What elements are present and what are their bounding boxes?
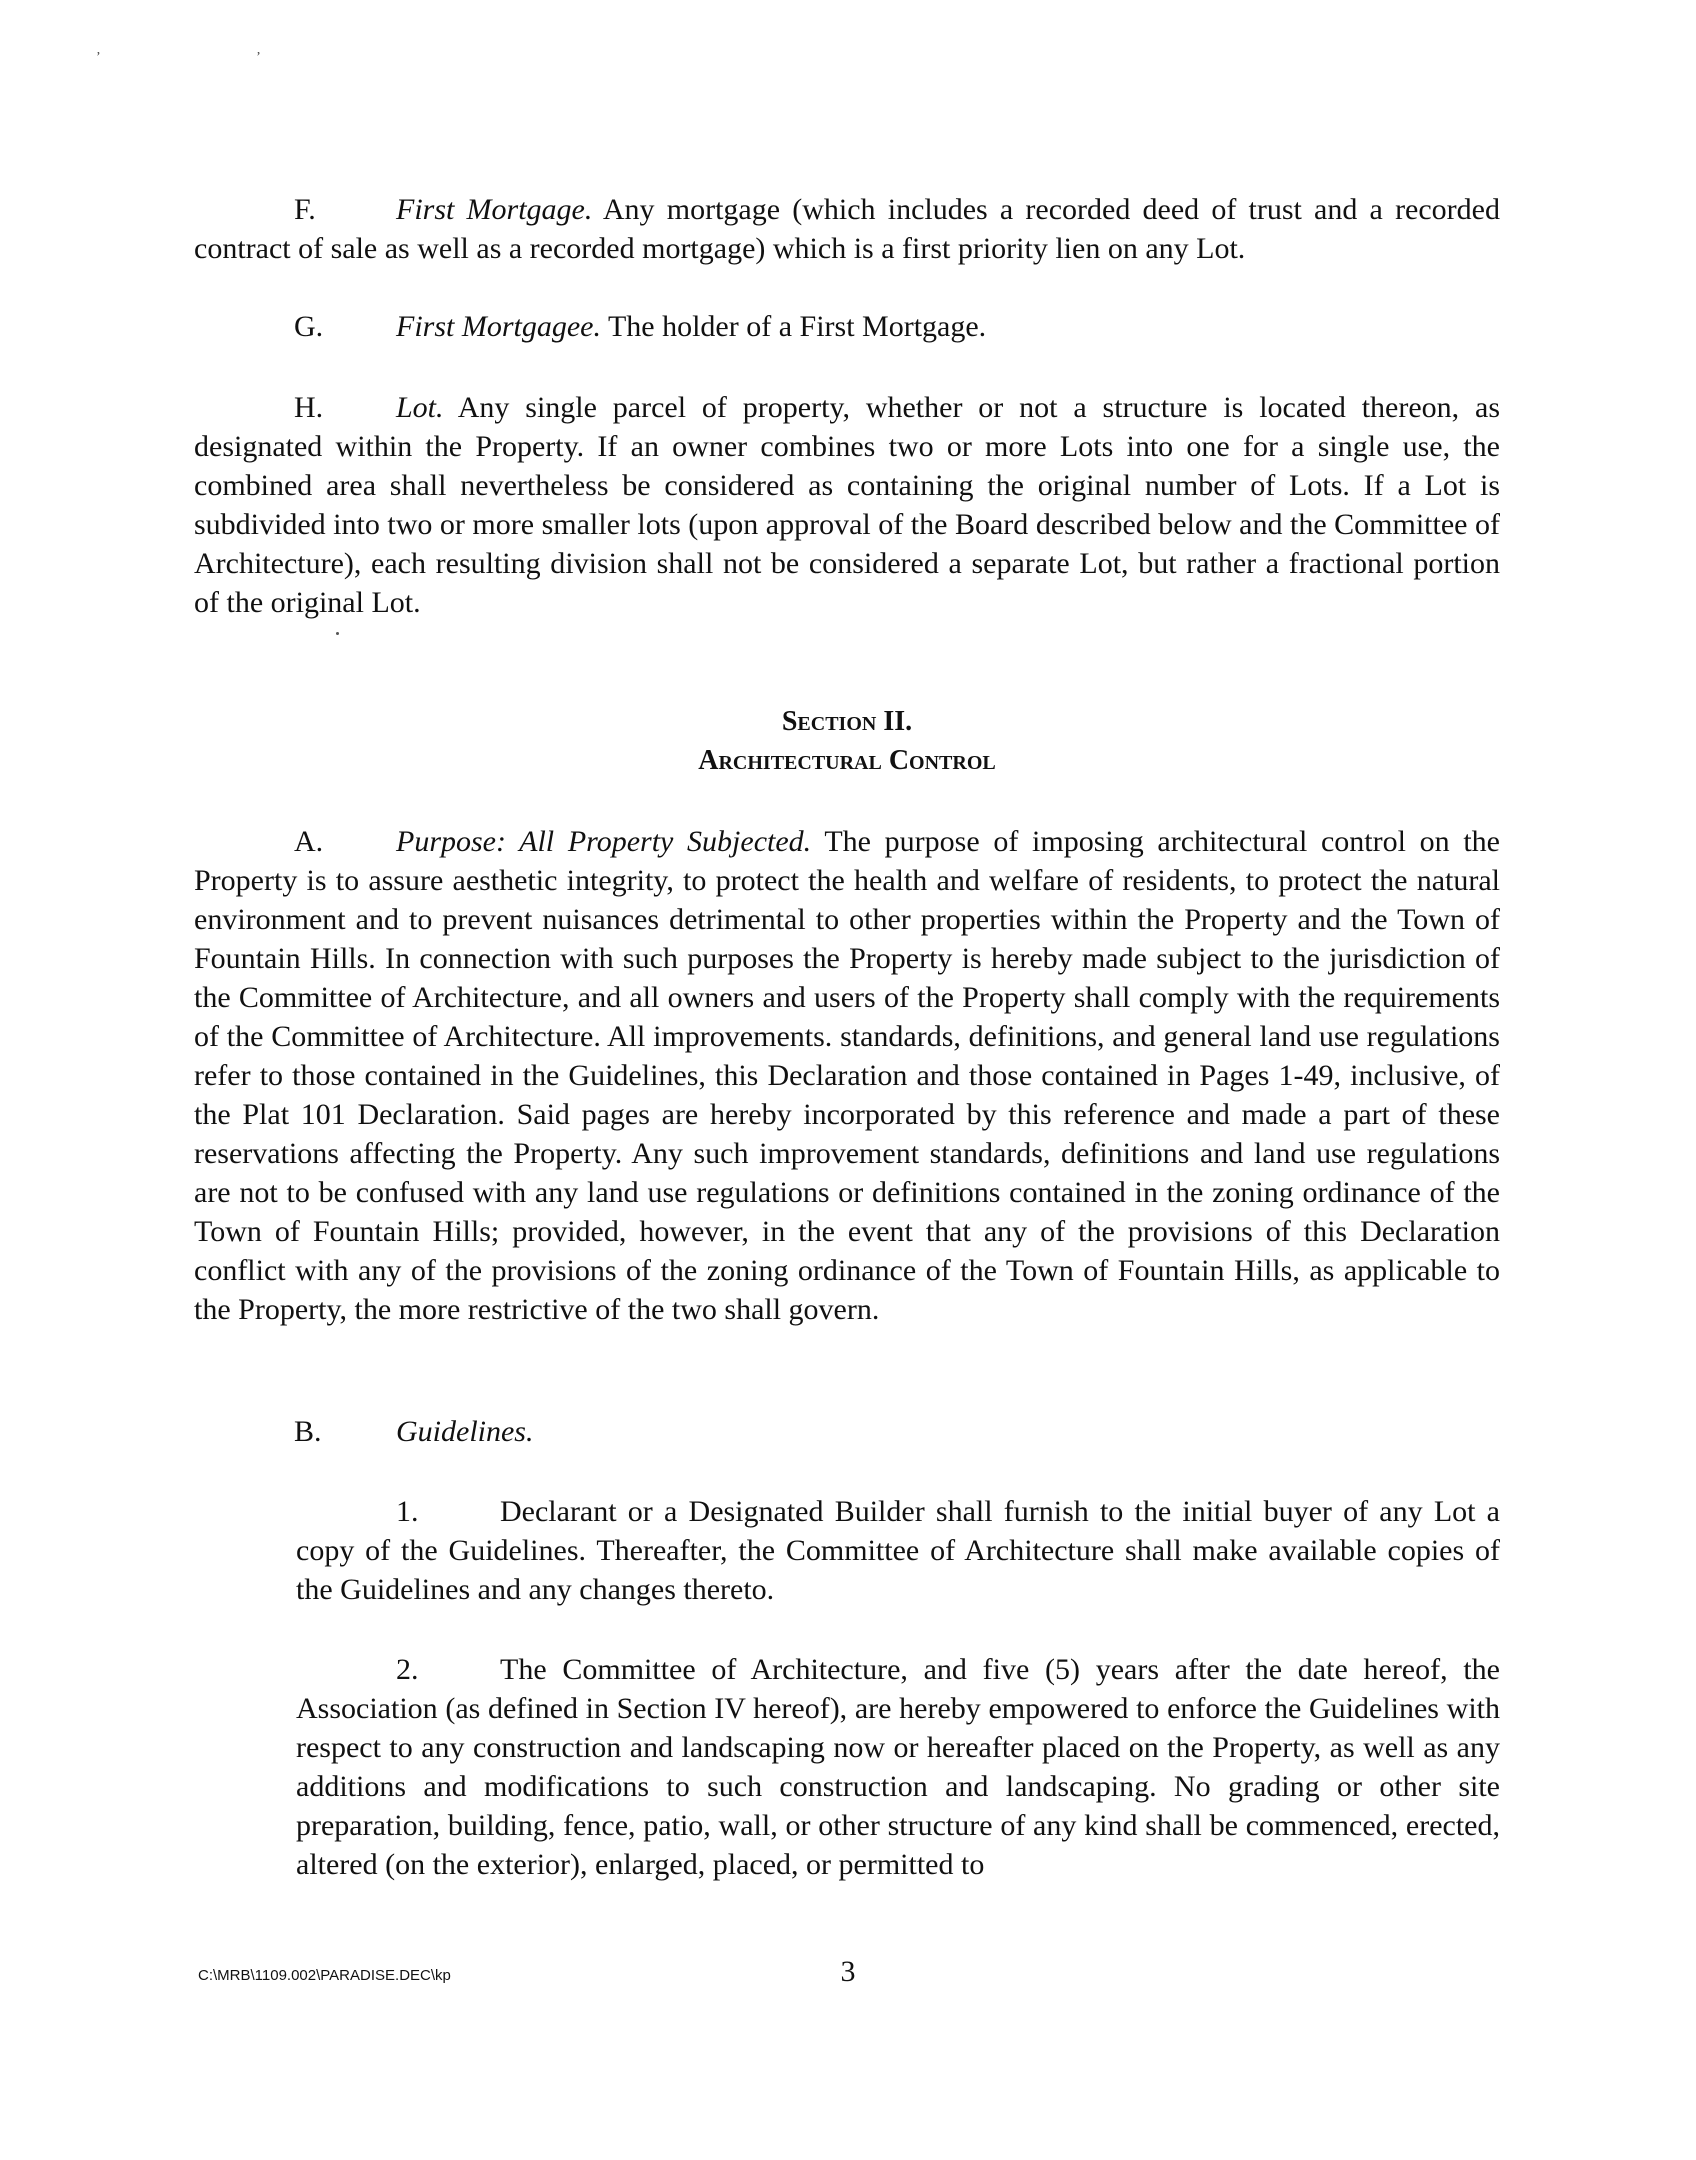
section-number: Section II. (781, 706, 913, 737)
subparagraph-text: The Committee of Architecture, and five (5) years after the date hereof, the Association (as defined in Section IV hereof), are hereby empowered to enforce the Guidelines with respect to any construction and landscaping now or hereafter placed on the Property, as well as any additions and modifications to such construction and landscaping. No grading or other site preparation, building, fence, patio, wall, or other structure of any kind shall be commenced, erected, altered (on the exterior), enlarged, placed, or permitted to (296, 1653, 1500, 1881)
subparagraph-b2 (296, 1650, 1500, 1884)
footer-file-path: C:\MRB\1109.002\PARADISE.DEC\kp (198, 1967, 451, 1984)
page-number: 3 (840, 1955, 856, 1988)
definition-term: First Mortgagee. (396, 310, 601, 343)
definition-label: H. (294, 391, 324, 424)
paragraph-text: The purpose of imposing architectural control on the Property is to assure aesthetic integrity, to protect the health and welfare of residents, to protect the natural environment and to prevent nuisances detrimental to other properties within the Property and the Town of Fountain Hills. In connection with such purposes the Property is hereby made subject to the jurisdiction of the Committee of Architecture, and all owners and users of the Property shall comply with the requirements of the Committee of Architecture. All improvements. standards, definitions, and general land use regulations refer to those contained in the Guidelines, this Declaration and those contained in Pages 1-49, inclusive, of the Plat 101 Declaration. Said pages are hereby incorporated by this reference and made a part of these reservations affecting the Property. Any such improvement standards, definitions and land use regulations are not to be confused with any land use regulations or definitions contained in the zoning ordinance of the Town of Fountain Hills; provided, however, in the event that any of the provisions of this Declaration conflict with any of the provisions of the zoning ordinance of the Town of Fountain Hills, as applicable to the Property, the more restrictive of the two shall govern. (194, 825, 1501, 1326)
definition-f (194, 190, 1500, 268)
paragraph-term: Purpose: All Property Subjected. (396, 825, 812, 858)
section-title: Architectural Control (698, 745, 996, 776)
paragraph-a-purpose (194, 822, 1500, 1329)
definition-label: F. (294, 193, 316, 226)
scan-marks: ʼ ʼ (96, 50, 337, 65)
definition-term: First Mortgage. (396, 193, 593, 226)
definition-term: Lot. (396, 391, 444, 424)
paragraph-label: B. (294, 1415, 322, 1448)
definition-text: Any mortgage (which includes a recorded deed of trust and a recorded contract of sale as well as a recorded mortgage) which is a first priority lien on any Lot. (194, 193, 1500, 265)
subparagraph-b1 (296, 1492, 1500, 1609)
definition-label: G. (294, 310, 324, 343)
paragraph-label: A. (294, 825, 324, 858)
subparagraph-text: Declarant or a Designated Builder shall furnish to the initial buyer of any Lot a copy of the Guidelines. Thereafter, the Committee of Architecture shall make available copies of the Guidelines and any changes thereto. (296, 1495, 1500, 1606)
subparagraph-label: 2. (396, 1653, 419, 1686)
paragraph-term: Guidelines. (396, 1415, 534, 1448)
definition-g (194, 307, 1500, 346)
section-heading (194, 702, 1500, 780)
scan-speck (336, 632, 339, 635)
definition-text: The holder of a First Mortgage. (600, 310, 987, 343)
definition-h (194, 388, 1500, 622)
definition-text: Any single parcel of property, whether or not a structure is located thereon, as designated within the Property. If an owner combines two or more Lots into one for a single use, the combined area shall nevertheless be considered as containing the original number of Lots. If a Lot is subdivided into two or more smaller lots (upon approval of the Board described below and the Committee of Architecture), each resulting division shall not be considered a separate Lot, but rather a fractional portion of the original Lot. (194, 391, 1500, 619)
subparagraph-label: 1. (396, 1495, 419, 1528)
paragraph-b-guidelines (194, 1412, 1500, 1451)
